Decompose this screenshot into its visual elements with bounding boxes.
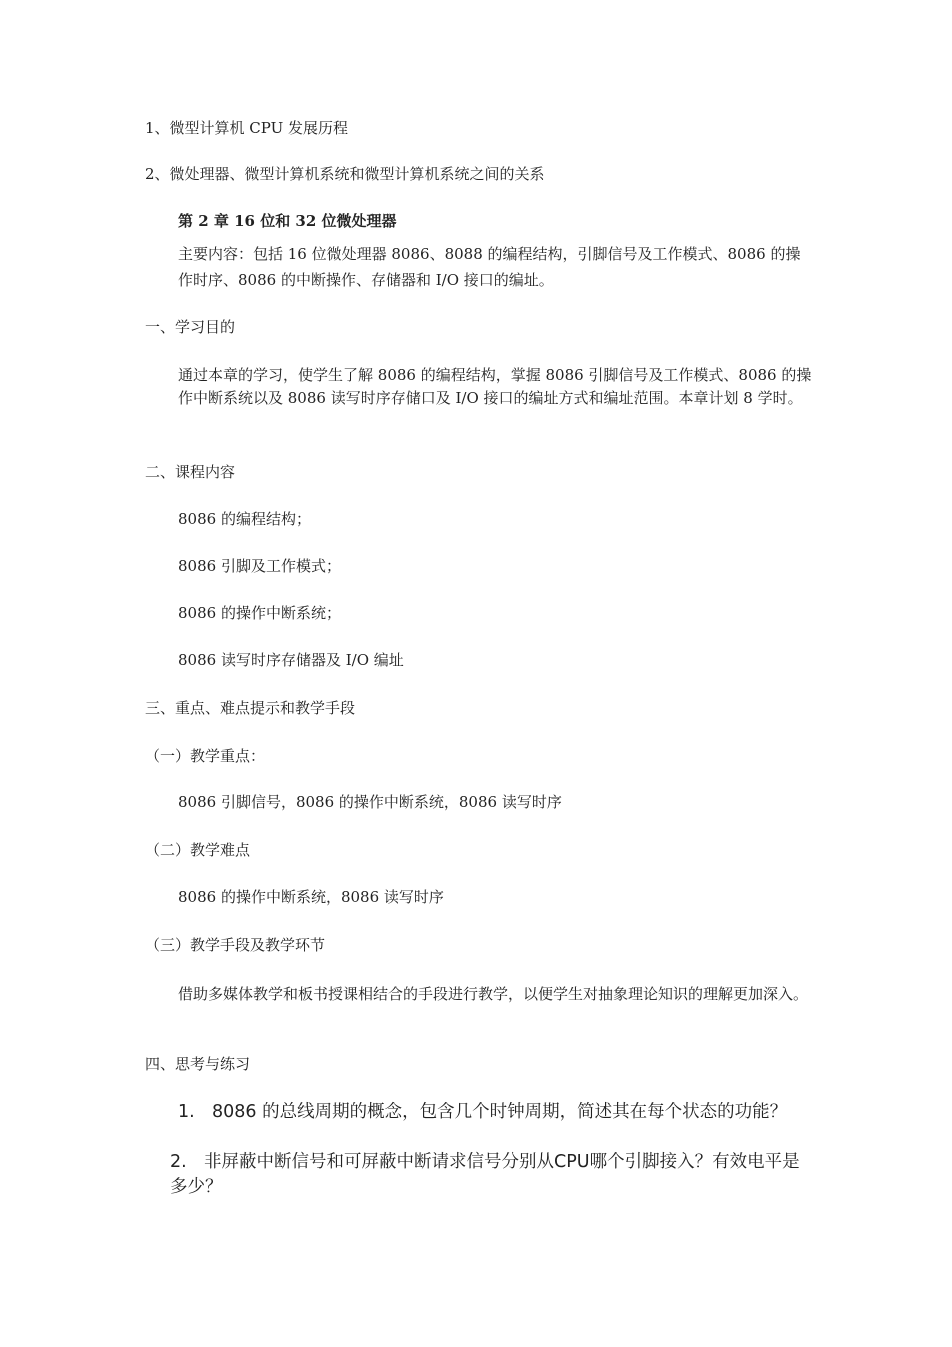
content-item-1: 8086 的编程结构；: [178, 510, 311, 528]
practice-heading: 四、思考与练习: [145, 1055, 251, 1073]
chapter-summary: [145, 241, 813, 293]
question-2-number: 2.: [170, 1152, 187, 1172]
chapter-title: 第 2 章 16 位和 32 位微处理器: [178, 212, 397, 230]
key-paragraph-3: [145, 983, 813, 1006]
key-subheading-1: （一）教学重点：: [145, 747, 266, 765]
goal-text: 通过本章的学习，使学生了解 8086 的编程结构，掌握 8086 引脚信号及工作模式、8086 的操作中断系统以及 8086 读写时序存储口及 I/O 接口的编址方式和编址范围。本章计划 8 学时。: [178, 366, 812, 407]
top-item-1: 1、微型计算机 CPU 发展历程: [145, 119, 349, 137]
key-text-2: 8086 的操作中断系统，8086 读写时序: [178, 888, 444, 906]
key-subheading-3: （三）教学手段及教学环节: [145, 936, 326, 954]
question-1: [145, 1100, 813, 1125]
question-1-number: 1.: [178, 1102, 195, 1122]
content-item-2: 8086 引脚及工作模式；: [178, 557, 341, 575]
key-text-1: 8086 引脚信号，8086 的操作中断系统，8086 读写时序: [178, 793, 562, 811]
goal-heading: 一、学习目的: [145, 318, 236, 336]
goal-paragraph: [145, 364, 813, 410]
key-subheading-2: （二）教学难点: [145, 841, 251, 859]
key-text-3: 借助多媒体教学和板书授课相结合的手段进行教学，以便学生对抽象理论知识的理解更加深入。: [178, 985, 809, 1003]
question-2: [170, 1150, 813, 1200]
question-2-text: 非屏蔽中断信号和可屏蔽中断请求信号分别从CPU哪个引脚接入？有效电平是多少？: [170, 1152, 800, 1197]
content-item-4: 8086 读写时序存储器及 I/O 编址: [178, 651, 404, 669]
key-heading: 三、重点、难点提示和教学手段: [145, 699, 356, 717]
top-item-2: 2、微处理器、微型计算机系统和微型计算机系统之间的关系: [145, 165, 545, 183]
content-item-3: 8086 的操作中断系统；: [178, 604, 341, 622]
chapter-summary-text: 主要内容：包括 16 位微处理器 8086、8088 的编程结构，引脚信号及工作模式、8086 的操作时序、8086 的中断操作、存储器和 I/O 接口的编址。: [178, 245, 801, 289]
question-1-text: 8086 的总线周期的概念，包含几个时钟周期，简述其在每个状态的功能？: [212, 1102, 788, 1122]
content-heading: 二、课程内容: [145, 463, 236, 481]
